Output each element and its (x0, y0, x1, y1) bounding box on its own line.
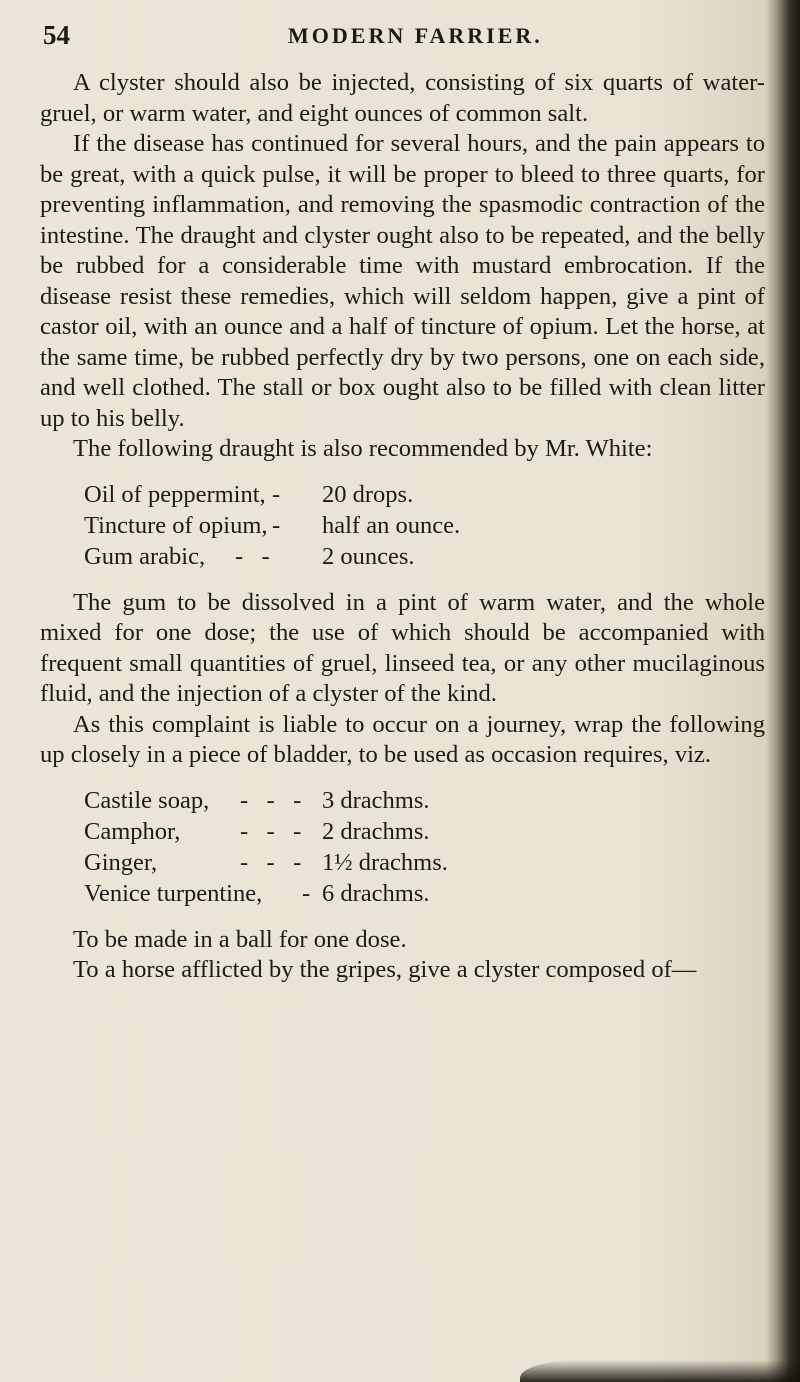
recipe-dashes: - - (235, 542, 270, 570)
recipe-ingredient: Oil of peppermint, (84, 480, 266, 508)
recipe-draught (40, 479, 780, 572)
recipe-amount: 6 drachms. (322, 879, 430, 907)
recipe-amount: 2 ounces. (322, 542, 415, 570)
recipe-dashes: - (302, 879, 311, 907)
recipe-row (40, 816, 780, 847)
recipe-dashes: - - - (240, 786, 302, 814)
recipe-dashes: - - - (240, 848, 302, 876)
recipe-ingredient: Ginger, (84, 848, 158, 876)
recipe-amount: 3 drachms. (322, 786, 430, 814)
recipe-ingredient: Castile soap, (84, 786, 210, 814)
page-bottom-edge (520, 1360, 800, 1382)
paragraph-ball: To be made in a ball for one dose. (73, 925, 407, 953)
recipe-amount: 2 drachms. (322, 817, 430, 845)
recipe-amount: 1½ drachms. (322, 848, 448, 876)
recipe-ingredient: Gum arabic, (84, 542, 206, 570)
body-text (40, 68, 765, 986)
page-number: 54 (43, 20, 70, 50)
paragraph-treatment: If the disease has continued for several hours, and the pain appears to be great, with a quick pulse, it will be proper to bleed to three quarts, for preventing inflammation, and removing the spasmodic contraction of the intestine. The draught and clyster ought also to be repeated, and the belly be rubbed for a considerable time with mustard embrocation. If the disease resist these remedies, which will seldom happen, give a pint of castor oil, with an ounce and a half of tincture of opium. Let the horse, at the same time, be rubbed perfectly dry by two persons, one on each side, and well clothed. The stall or box ought also to be filled with clean litter up to his belly. (40, 130, 765, 432)
recipe-dashes: - (272, 511, 281, 539)
recipe-ingredient: Camphor, (84, 817, 181, 845)
running-head: MODERN FARRIER. (288, 23, 543, 48)
paragraph-journey: As this complaint is liable to occur on a journey, wrap the following up closely in a piece of bladder, to be used as occasion requires, viz. (40, 710, 765, 768)
recipe-ball (40, 785, 780, 909)
recipe-row (40, 510, 780, 541)
recipe-amount: 20 drops. (322, 480, 414, 508)
recipe-ingredient: Tincture of opium, (84, 511, 268, 539)
paragraph-draught-intro: The following draught is also recommended by Mr. White: (73, 435, 653, 462)
recipe-row (40, 878, 780, 909)
recipe-row (40, 479, 780, 510)
recipe-row (40, 541, 780, 572)
page-binding-edge (766, 0, 800, 1382)
recipe-row (40, 785, 780, 816)
recipe-dashes: - - - (240, 817, 302, 845)
paragraph-gripes: To a horse afflicted by the gripes, give a clyster composed of— (73, 956, 697, 983)
page-header (43, 20, 743, 60)
recipe-dashes: - (272, 480, 281, 508)
recipe-row (40, 847, 780, 878)
paragraph-clyster: A clyster should also be injected, consisting of six quarts of water-gruel, or warm water, and eight ounces of common salt. (40, 69, 765, 127)
recipe-amount: half an ounce. (322, 511, 461, 539)
paragraph-dissolve: The gum to be dissolved in a pint of warm water, and the whole mixed for one dose; the use of which should be accompanied with frequent small quantities of gruel, linseed tea, or any other mucilaginous fluid, and the injection of a clyster of the kind. (40, 588, 765, 707)
recipe-ingredient: Venice turpentine, (84, 879, 263, 907)
